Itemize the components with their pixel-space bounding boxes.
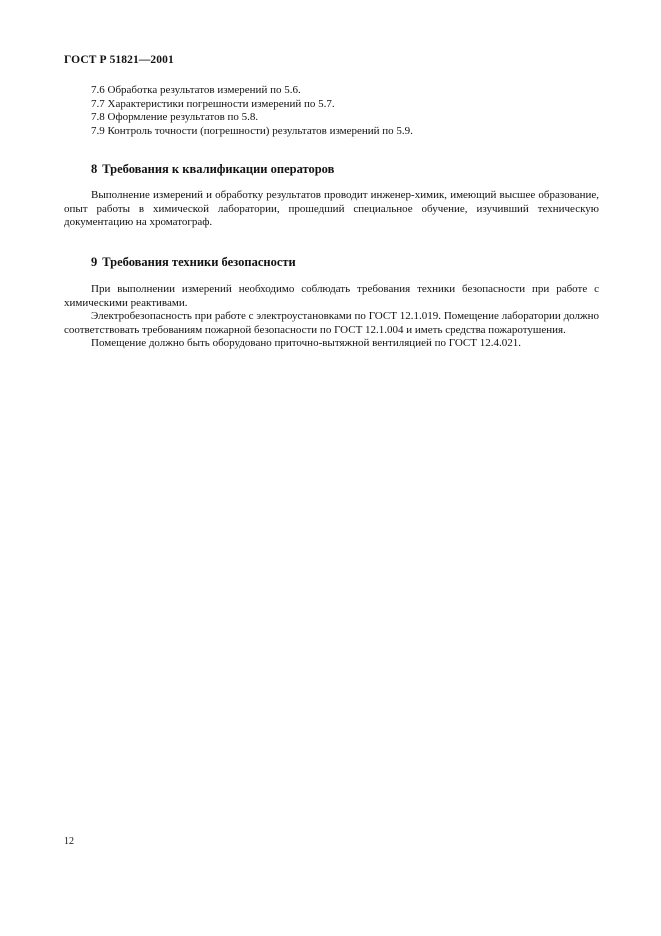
section-8-heading <box>91 162 334 177</box>
list-item: 7.9 Контроль точности (погрешности) результатов измерений по 5.9. <box>91 124 413 137</box>
paragraph: Выполнение измерений и обработку результатов проводит инженер-химик, имеющий высшее образование, опыт работы в химической лаборатории, прошедший специальное обучение, изучивший техническую документацию на хроматограф. <box>64 189 599 228</box>
section-number: 8 <box>91 162 98 176</box>
list-item: 7.7 Характеристики погрешности измерений по 5.7. <box>91 97 335 110</box>
paragraph: При выполнении измерений необходимо соблюдать требования техники безопасности при работе с химическими реактивами. <box>64 283 599 309</box>
section-9-heading <box>91 255 296 270</box>
page-number: 12 <box>64 836 74 847</box>
section-title: Требования к квалификации операторов <box>102 162 335 176</box>
paragraph: Помещение должно быть оборудовано приточно-вытяжной вентиляцией по ГОСТ 12.4.021. <box>91 337 521 349</box>
paragraph: Электробезопасность при работе с электроустановками по ГОСТ 12.1.019. Помещение лаборатории должно соответствовать требованиям пожарной безопасности по ГОСТ 12.1.004 и иметь средства пожаротушения. <box>64 310 599 336</box>
section-8-body <box>64 189 599 230</box>
list-item: 7.8 Оформление результатов по 5.8. <box>91 111 259 123</box>
section-number: 9 <box>91 255 98 269</box>
section-title: Требования техники безопасности <box>102 255 296 269</box>
section-9-body <box>64 283 599 351</box>
measurement-steps-list <box>91 84 611 138</box>
list-item: 7.6 Обработка результатов измерений по 5.6. <box>91 84 301 96</box>
document-header: ГОСТ Р 51821—2001 <box>64 54 174 66</box>
